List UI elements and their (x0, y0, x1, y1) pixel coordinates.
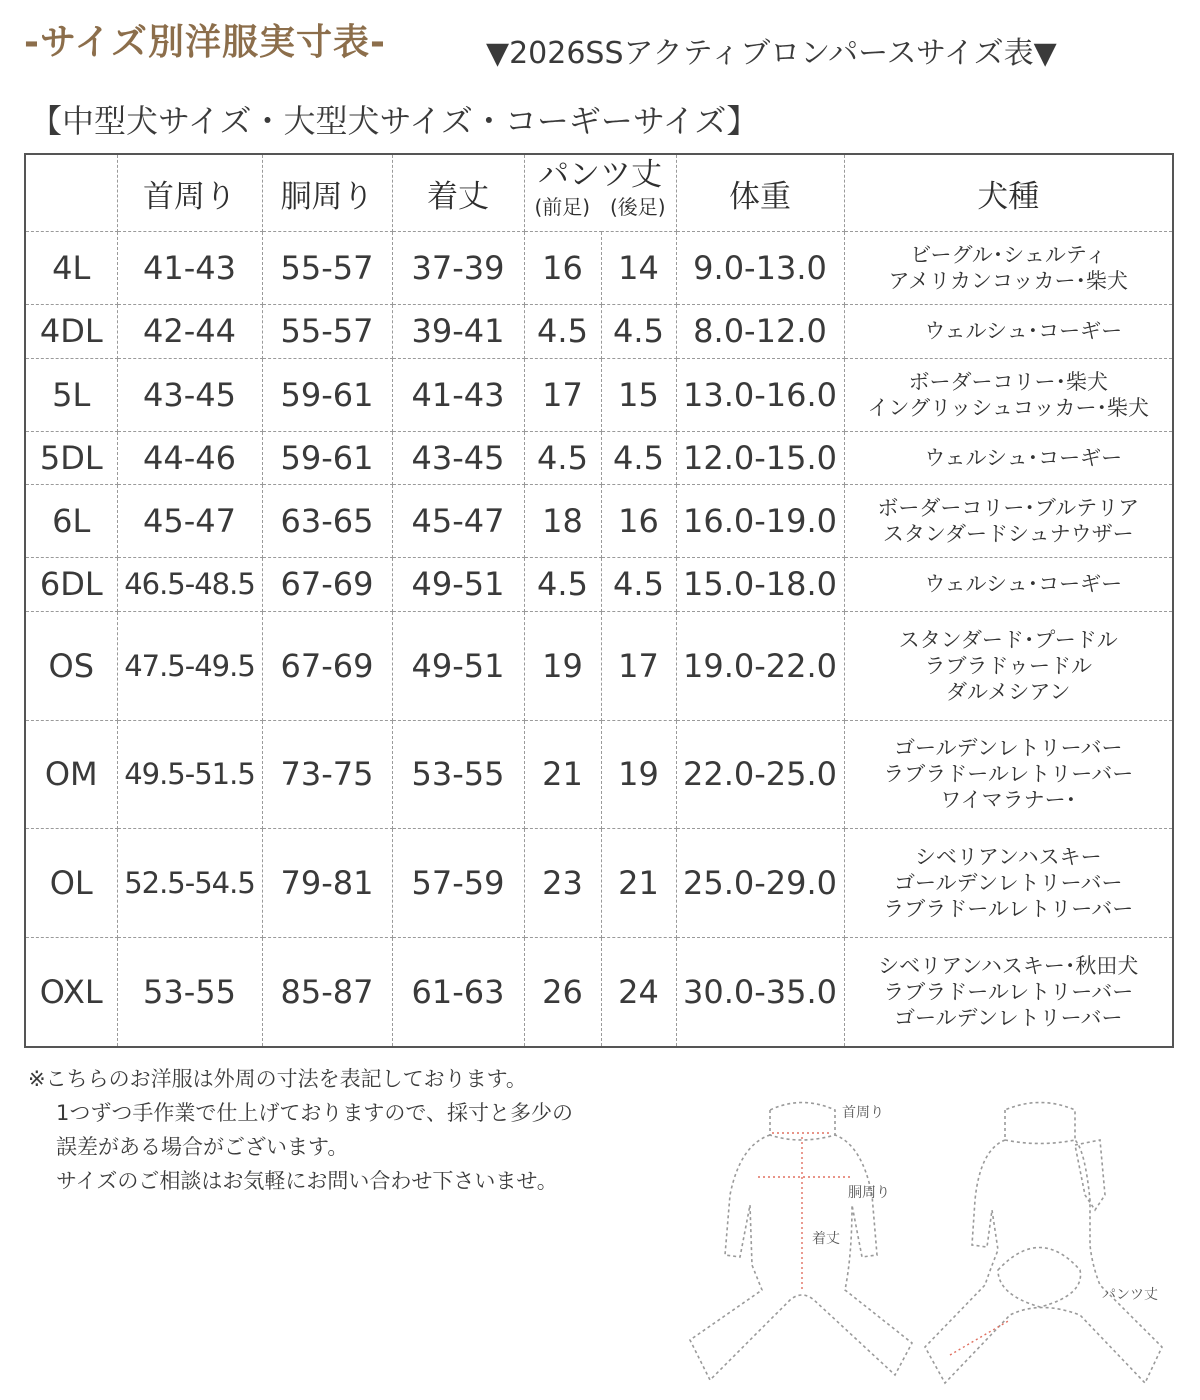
header-pants-label: パンツ丈 (538, 157, 662, 193)
length-cell: 49-51 (392, 558, 524, 612)
size-cell: 6L (25, 485, 117, 558)
header-pants (524, 154, 676, 232)
size-cell: OM (25, 720, 117, 829)
length-cell: 57-59 (392, 829, 524, 938)
pants-front-cell: 4.5 (524, 431, 601, 485)
pants-label: パンツ丈 (1102, 1287, 1158, 1303)
size-cell: 5DL (25, 431, 117, 485)
pants-front-cell: 4.5 (524, 558, 601, 612)
neck-cell: 46.5-48.5 (117, 558, 262, 612)
table-row (25, 304, 1173, 358)
header-weight: 体重 (676, 154, 844, 232)
note-line: ※こちらのお洋服は外周の寸法を表記しております。 (28, 1067, 527, 1091)
pants-back-cell: 16 (601, 485, 676, 558)
neck-cell: 49.5-51.5 (117, 720, 262, 829)
breed-cell (844, 611, 1173, 720)
pants-front-cell: 21 (524, 720, 601, 829)
table-row (25, 431, 1173, 485)
neck-label: 首周り (842, 1105, 884, 1121)
length-cell: 45-47 (392, 485, 524, 558)
chest-label: 胴周り (848, 1185, 890, 1201)
table-row (25, 937, 1173, 1047)
weight-cell: 16.0-19.0 (676, 485, 844, 558)
page-title: -サイズ別洋服実寸表- (24, 22, 387, 63)
pants-front-cell: 26 (524, 937, 601, 1047)
breed-name: ダルメシアン (945, 679, 1071, 704)
length-cell: 49-51 (392, 611, 524, 720)
product-title: ▼2026SSアクティブロンパースサイズ表▼ (486, 36, 1057, 71)
weight-cell: 15.0-18.0 (676, 558, 844, 612)
front-collar-shape (770, 1103, 835, 1141)
notes-block (28, 1062, 573, 1198)
note-line: 誤差がある場合がございます。 (56, 1135, 349, 1159)
length-cell: 61-63 (392, 937, 524, 1047)
breed-cell (844, 829, 1173, 938)
chest-cell: 63-65 (262, 485, 392, 558)
weight-cell: 30.0-35.0 (676, 937, 844, 1047)
pants-back-cell: 21 (601, 829, 676, 938)
neck-cell: 41-43 (117, 232, 262, 305)
weight-cell: 9.0-13.0 (676, 232, 844, 305)
length-cell: 39-41 (392, 304, 524, 358)
pants-back-cell: 15 (601, 358, 676, 431)
pants-back-cell: 24 (601, 937, 676, 1047)
breed-cell (844, 431, 1173, 485)
chest-cell: 55-57 (262, 232, 392, 305)
header-size (25, 154, 117, 232)
table-row (25, 485, 1173, 558)
breed-name: ゴールデンレトリーバー (893, 736, 1123, 761)
size-cell: OS (25, 611, 117, 720)
note-line: 1つずつ手作業で仕上げておりますので、採寸と多少の (56, 1101, 573, 1125)
header-breed: 犬種 (844, 154, 1173, 232)
breed-cell (844, 558, 1173, 612)
size-chart-table (24, 153, 1174, 1048)
breed-name: ウェルシュ･コーギー (924, 445, 1123, 470)
breed-name: ウェルシュ･コーギー (924, 319, 1123, 344)
neck-cell: 45-47 (117, 485, 262, 558)
length-cell: 43-45 (392, 431, 524, 485)
weight-cell: 12.0-15.0 (676, 431, 844, 485)
length-label: 着丈 (812, 1231, 840, 1247)
header-length: 着丈 (392, 154, 524, 232)
size-category-subtitle: 【中型犬サイズ・大型犬サイズ・コーギーサイズ】 (30, 102, 759, 140)
chest-cell: 73-75 (262, 720, 392, 829)
chest-cell: 85-87 (262, 937, 392, 1047)
breed-cell (844, 304, 1173, 358)
pants-back-cell: 4.5 (601, 431, 676, 485)
breed-name: スタンダード･プードル (898, 627, 1118, 652)
pants-back-cell: 14 (601, 232, 676, 305)
romper-measurement-diagram (680, 1085, 1180, 1390)
breed-name: イングリッシュコッカー･柴犬 (867, 395, 1149, 420)
table-row (25, 232, 1173, 305)
size-cell: 4L (25, 232, 117, 305)
breed-cell (844, 485, 1173, 558)
breed-name: アメリカンコッカー･柴犬 (888, 268, 1129, 293)
header-pants-front: (前足) (534, 195, 591, 219)
breed-name: シベリアンハスキー (914, 845, 1102, 870)
pants-front-cell: 19 (524, 611, 601, 720)
size-cell: 6DL (25, 558, 117, 612)
breed-name: シベリアンハスキー･秋田犬 (878, 953, 1139, 978)
back-collar-shape (1005, 1103, 1075, 1144)
breed-name: ラブラドールレトリーバー (883, 979, 1134, 1004)
breed-name: ウェルシュ･コーギー (924, 572, 1123, 597)
size-cell: OL (25, 829, 117, 938)
length-cell: 41-43 (392, 358, 524, 431)
header-chest: 胴周り (262, 154, 392, 232)
header-neck: 首周り (117, 154, 262, 232)
pants-back-cell: 4.5 (601, 558, 676, 612)
breed-name: ワイマラナー･ (940, 788, 1077, 813)
size-cell: 4DL (25, 304, 117, 358)
chest-cell: 79-81 (262, 829, 392, 938)
size-cell: OXL (25, 937, 117, 1047)
weight-cell: 19.0-22.0 (676, 611, 844, 720)
chest-cell: 67-69 (262, 558, 392, 612)
length-cell: 37-39 (392, 232, 524, 305)
weight-cell: 22.0-25.0 (676, 720, 844, 829)
table-row (25, 358, 1173, 431)
breed-name: ラブラドールレトリーバー (883, 897, 1134, 922)
breed-cell (844, 358, 1173, 431)
neck-cell: 53-55 (117, 937, 262, 1047)
neck-cell: 47.5-49.5 (117, 611, 262, 720)
chest-cell: 59-61 (262, 431, 392, 485)
pants-back-cell: 17 (601, 611, 676, 720)
neck-cell: 44-46 (117, 431, 262, 485)
weight-cell: 13.0-16.0 (676, 358, 844, 431)
breed-name: ラブラドールレトリーバー (883, 762, 1134, 787)
note-line: サイズのご相談はお気軽にお問い合わせ下さいませ。 (56, 1169, 558, 1193)
chest-cell: 55-57 (262, 304, 392, 358)
breed-name: ボーダーコリー･ブルテリア (877, 496, 1140, 521)
pants-front-cell: 16 (524, 232, 601, 305)
breed-cell (844, 937, 1173, 1047)
breed-name: スタンダードシュナウザー (882, 522, 1134, 547)
front-body-shape (690, 1135, 912, 1380)
table-row (25, 829, 1173, 938)
breed-cell (844, 232, 1173, 305)
breed-cell (844, 720, 1173, 829)
table-row (25, 611, 1173, 720)
chest-cell: 59-61 (262, 358, 392, 431)
pants-measure-line (950, 1320, 1010, 1355)
weight-cell: 8.0-12.0 (676, 304, 844, 358)
chest-cell: 67-69 (262, 611, 392, 720)
table-row (25, 720, 1173, 829)
breed-name: ビーグル･シェルティ (910, 242, 1107, 267)
pants-front-cell: 17 (524, 358, 601, 431)
neck-cell: 42-44 (117, 304, 262, 358)
header-pants-back: (後足) (609, 195, 666, 219)
back-opening-shape (998, 1248, 1081, 1308)
breed-name: ラブラドゥードル (924, 653, 1092, 678)
weight-cell: 25.0-29.0 (676, 829, 844, 938)
pants-front-cell: 18 (524, 485, 601, 558)
pants-back-cell: 19 (601, 720, 676, 829)
length-cell: 53-55 (392, 720, 524, 829)
back-body-shape (925, 1140, 1162, 1383)
neck-cell: 43-45 (117, 358, 262, 431)
neck-cell: 52.5-54.5 (117, 829, 262, 938)
pants-front-cell: 23 (524, 829, 601, 938)
table-header-row (25, 154, 1173, 232)
size-cell: 5L (25, 358, 117, 431)
pants-front-cell: 4.5 (524, 304, 601, 358)
breed-name: ゴールデンレトリーバー (893, 1005, 1123, 1030)
table-row (25, 558, 1173, 612)
breed-name: ゴールデンレトリーバー (893, 871, 1123, 896)
pants-back-cell: 4.5 (601, 304, 676, 358)
breed-name: ボーダーコリー･柴犬 (908, 369, 1108, 394)
